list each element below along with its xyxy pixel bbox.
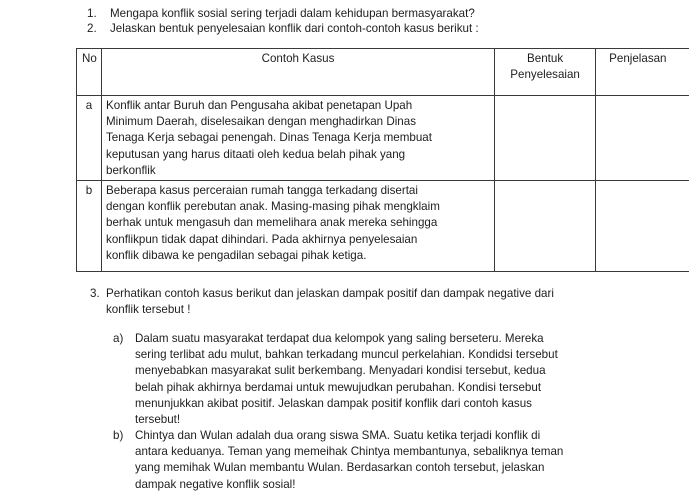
table-row: [77, 96, 689, 181]
subquestion-line: yang memihak Wulan membantu Wulan. Berdasarkan contoh tersebut, jelaskan: [135, 461, 545, 475]
case-table: [76, 48, 689, 272]
case-line: Minimum Daerah, diselesaikan dengan menghadirkan Dinas: [106, 115, 416, 129]
case-line: dengan konflik perebutan anak. Masing-masing pihak mengklaim: [106, 200, 440, 214]
row-a-no: a: [77, 96, 102, 181]
subquestion-line: tersebut!: [135, 413, 181, 427]
subquestion-line: Dalam suatu masyarakat terdapat dua kelompok yang saling berseteru. Mereka: [135, 332, 544, 345]
row-b-case: [102, 181, 495, 272]
subquestion-b-label: b): [113, 429, 124, 442]
question-3-line: Perhatikan contoh kasus berikut dan jelaskan dampak positif dan dampak negative dari: [106, 287, 554, 300]
question-3: [90, 286, 554, 316]
subquestion-line: belah pihak akhirnya berdamai untuk mewujudkan perubahan. Kondisi tersebut: [135, 380, 542, 394]
subquestion-b-text: [135, 428, 639, 493]
case-line: Beberapa kasus perceraian rumah tangga terkadang disertai: [106, 184, 418, 197]
question-3-line: konflik tersebut !: [106, 303, 191, 316]
header-bentuk-line2: Penyelesaian: [510, 68, 580, 82]
header-contoh-kasus: Contoh Kasus: [102, 49, 495, 96]
header-bentuk-line1: Bentuk: [527, 52, 564, 65]
question-2-text: Jelaskan bentuk penyelesaian konflik dari contoh-contoh kasus berikut :: [110, 22, 479, 35]
header-bentuk-penyelesaian: [495, 49, 596, 96]
question-1-text: Mengapa konflik sosial sering terjadi dalam kehidupan bermasyarakat?: [110, 7, 475, 20]
subquestion-line: antara keduanya. Teman yang memeihak Chintya membantunya, sebaliknya teman: [135, 445, 564, 459]
subquestion-line: menunjukkan akibat positif. Jelaskan dampak positif konflik dari contoh kasus: [135, 396, 532, 410]
case-line: konflik dibawa ke pengadilan sebagai pihak ketiga.: [106, 248, 367, 262]
case-line: konflikpun tidak dapat dihindari. Pada akhirnya penyelesaian: [106, 232, 418, 246]
table-row: [77, 181, 689, 272]
question-3-number: 3.: [90, 287, 100, 300]
question-2-number: 2.: [87, 22, 97, 35]
question-1-number: 1.: [87, 7, 97, 20]
row-a-bentuk-cell[interactable]: [495, 96, 596, 181]
row-a-case: [102, 96, 495, 181]
row-b-bentuk-cell[interactable]: [495, 181, 596, 272]
case-line: Konflik antar Buruh dan Pengusaha akibat penetapan Upah: [106, 99, 413, 112]
subquestion-a-text: [135, 331, 639, 428]
row-a-penjelasan-cell[interactable]: [596, 96, 689, 181]
subquestion-line: Chintya dan Wulan adalah dua orang siswa SMA. Suatu ketika terjadi konflik di: [135, 429, 541, 442]
row-b-penjelasan-cell[interactable]: [596, 181, 689, 272]
question-3-text: [106, 286, 554, 318]
case-line: Tenaga Kerja sebagai penengah. Dinas Tenaga Kerja membuat: [106, 131, 432, 145]
header-no: No: [77, 49, 102, 96]
case-line: berhak untuk mengasuh dan memelihara anak mereka sehingga: [106, 216, 438, 230]
header-penjelasan: Penjelasan: [596, 49, 689, 96]
subquestion-a-label: a): [113, 332, 124, 345]
subquestion-line: sering terlibat adu mulut, bahkan terkadang muncul perkelahian. Kondidsi tersebut: [135, 348, 558, 362]
table-header-row: [77, 49, 689, 96]
case-line: berkonflik: [106, 163, 156, 177]
subquestion-line: dampak negative konflik sosial!: [135, 477, 296, 491]
subquestion-line: menyebabkan masyarakat sulit berkembang. Menyadari kondisi tersebut, kedua: [135, 364, 546, 378]
case-line: keputusan yang harus ditaati oleh kedua belah pihak yang: [106, 147, 406, 161]
row-b-no: b: [77, 181, 102, 272]
